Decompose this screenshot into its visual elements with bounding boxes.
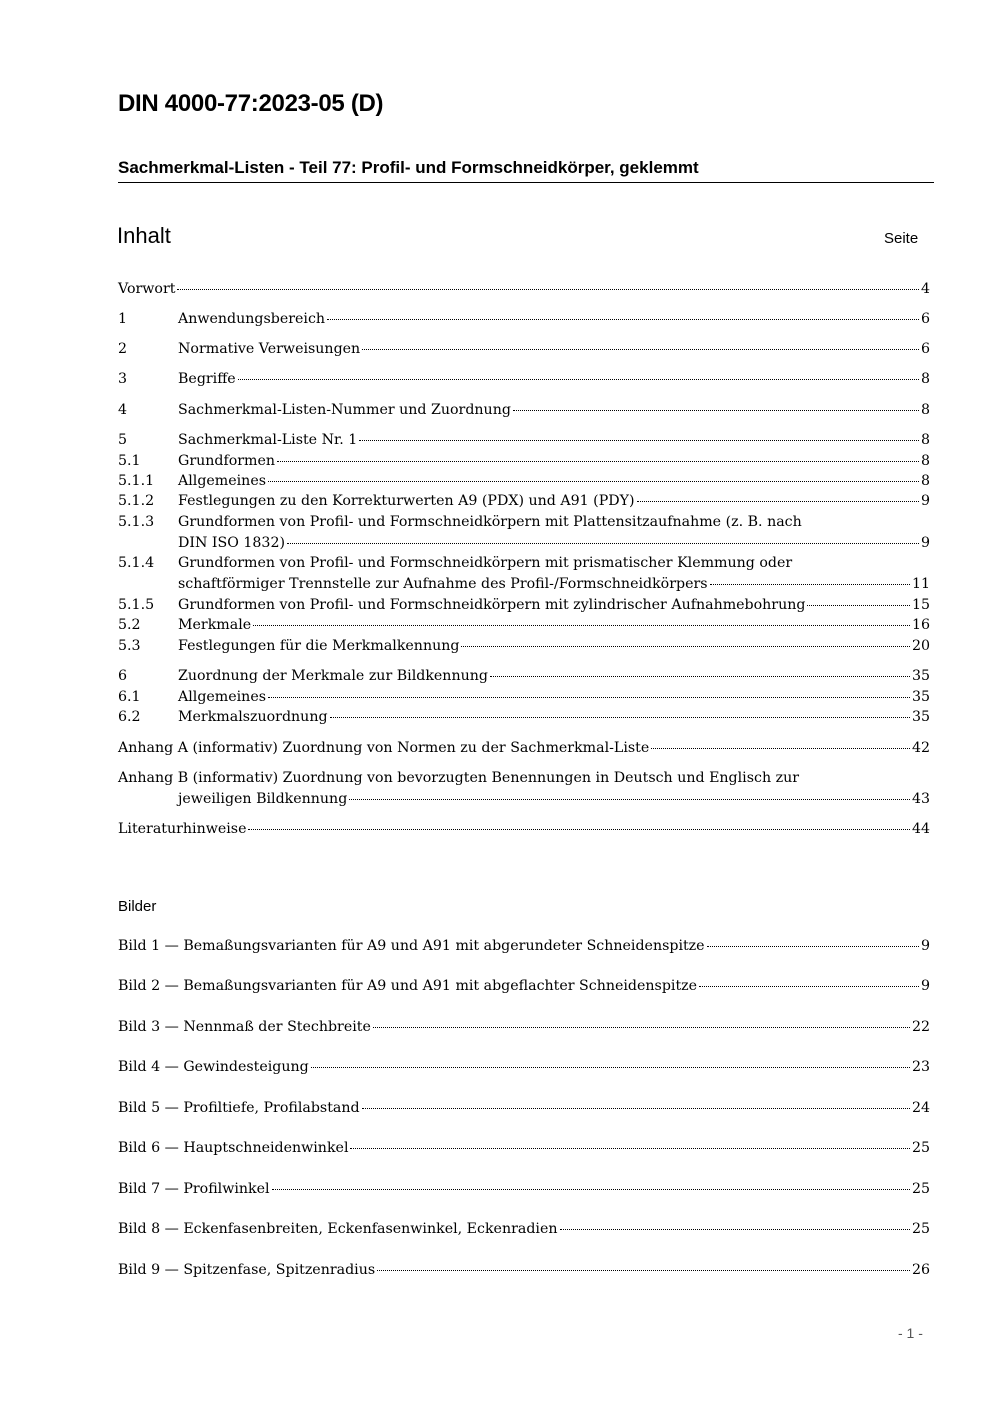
leader-dots xyxy=(268,481,919,482)
figure-entry[interactable] xyxy=(118,1221,930,1241)
toc-entry-number: 5.2 xyxy=(118,617,141,633)
toc-heading: Inhalt xyxy=(117,223,171,248)
leader-dots xyxy=(710,584,910,585)
figure-entry-text: Bild 1 — Bemaßungsvarianten für A9 und A91 mit abgerundeter Schneidenspitze xyxy=(118,938,705,954)
toc-entry-page: 35 xyxy=(911,689,930,705)
leader-dots xyxy=(359,440,919,441)
toc-entry[interactable] xyxy=(118,514,930,534)
leader-dots xyxy=(362,349,919,350)
toc-entry[interactable] xyxy=(118,281,930,301)
leader-dots xyxy=(707,946,919,947)
toc-entry-number: 5.1 xyxy=(118,453,141,469)
toc-entry-page: 8 xyxy=(920,402,930,418)
leader-dots xyxy=(272,1189,910,1190)
toc-entry-text: Merkmalszuordnung xyxy=(178,709,328,725)
figure-entry-text: Bild 3 — Nennmaß der Stechbreite xyxy=(118,1019,371,1035)
toc-entry-number: 5.1.4 xyxy=(118,555,155,571)
toc-entry-page: 11 xyxy=(911,576,930,592)
figure-entry-text: Bild 5 — Profiltiefe, Profilabstand xyxy=(118,1100,360,1116)
toc-entry-number: 4 xyxy=(118,402,128,418)
toc-entry-text: jeweiligen Bildkennung xyxy=(178,791,348,807)
leader-dots xyxy=(490,676,910,677)
figure-entry-page: 9 xyxy=(920,978,930,994)
figure-entry[interactable] xyxy=(118,978,930,998)
leader-dots xyxy=(651,748,910,749)
toc-entry-continuation[interactable] xyxy=(178,791,930,811)
leader-dots xyxy=(560,1229,910,1230)
figure-entry-text: Bild 6 — Hauptschneidenwinkel xyxy=(118,1140,349,1156)
leader-dots xyxy=(461,646,909,647)
toc-entry-page: 9 xyxy=(920,493,930,509)
toc-entry[interactable] xyxy=(118,709,930,729)
toc-entry[interactable] xyxy=(118,473,930,493)
toc-entry-text: DIN ISO 1832) xyxy=(178,535,286,551)
figure-entry[interactable] xyxy=(118,1181,930,1201)
toc-entry-page: 42 xyxy=(911,740,930,756)
leader-dots xyxy=(637,501,919,502)
toc-entry-text: Grundformen von Profil- und Formschneidkörpern mit Plattensitzaufnahme (z. B. nach xyxy=(178,514,802,530)
toc-entry[interactable] xyxy=(118,432,930,452)
toc-entry-page: 6 xyxy=(920,341,930,357)
toc-entry[interactable] xyxy=(118,341,930,361)
toc-entry-text: Merkmale xyxy=(178,617,252,633)
toc-entry[interactable] xyxy=(118,555,930,575)
leader-dots xyxy=(373,1027,910,1028)
figure-entry[interactable] xyxy=(118,1140,930,1160)
toc-entry-number: 5.1.5 xyxy=(118,597,155,613)
toc-entry-text: Festlegungen zu den Korrekturwerten A9 (PDX) und A91 (PDY) xyxy=(178,493,635,509)
toc-page-column-label: Seite xyxy=(884,230,919,247)
toc-entry-number: 6 xyxy=(118,668,128,684)
leader-dots xyxy=(699,986,919,987)
toc-entry-continuation[interactable] xyxy=(178,535,930,555)
figure-entry-text: Bild 7 — Profilwinkel xyxy=(118,1181,270,1197)
toc-entry[interactable] xyxy=(118,638,930,658)
toc-entry-continuation[interactable] xyxy=(178,576,930,596)
toc-entry-text: Normative Verweisungen xyxy=(178,341,361,357)
leader-dots xyxy=(287,543,919,544)
toc-entry-text: Zuordnung der Merkmale zur Bildkennung xyxy=(178,668,488,684)
toc-entry-page: 35 xyxy=(911,668,930,684)
toc-entry-page: 16 xyxy=(911,617,930,633)
figure-entry-text: Bild 2 — Bemaßungsvarianten für A9 und A91 mit abgeflachter Schneidenspitze xyxy=(118,978,698,994)
toc-entry-text: Sachmerkmal-Listen-Nummer und Zuordnung xyxy=(178,402,511,418)
document-title: DIN 4000-77:2023-05 (D) xyxy=(118,90,384,117)
leader-dots xyxy=(807,605,909,606)
figure-entry[interactable] xyxy=(118,1019,930,1039)
toc-entry[interactable] xyxy=(118,597,930,617)
toc-entry[interactable] xyxy=(118,689,930,709)
leader-dots xyxy=(248,829,909,830)
toc-entry-text: Sachmerkmal-Liste Nr. 1 xyxy=(178,432,358,448)
toc-entry-text: Grundformen von Profil- und Formschneidkörpern mit prismatischer Klemmung oder xyxy=(178,555,793,571)
leader-dots xyxy=(268,697,910,698)
toc-entry-number: 6.2 xyxy=(118,709,141,725)
leader-dots xyxy=(253,625,910,626)
leader-dots xyxy=(349,799,910,800)
leader-dots xyxy=(311,1067,910,1068)
toc-entry-page: 15 xyxy=(911,597,930,613)
figure-entry-page: 25 xyxy=(911,1221,930,1237)
figure-entry[interactable] xyxy=(118,938,930,958)
toc-entry-text: Grundformen xyxy=(178,453,276,469)
figure-entry[interactable] xyxy=(118,1059,930,1079)
toc-entry-page: 8 xyxy=(920,473,930,489)
toc-entry-text: Allgemeines xyxy=(178,473,266,489)
figure-entry-text: Bild 4 — Gewindesteigung xyxy=(118,1059,309,1075)
toc-entry-page: 8 xyxy=(920,453,930,469)
toc-entry-text: Vorwort xyxy=(118,281,176,297)
toc-entry-page: 8 xyxy=(920,371,930,387)
toc-entry-page: 43 xyxy=(911,791,930,807)
toc-entry-number: 1 xyxy=(118,311,128,327)
toc-entry[interactable] xyxy=(118,453,930,473)
toc-entry-page: 44 xyxy=(911,821,930,837)
toc-entry[interactable] xyxy=(118,668,930,688)
figures-heading: Bilder xyxy=(118,898,157,915)
leader-dots xyxy=(513,410,919,411)
figure-entry-page: 25 xyxy=(911,1140,930,1156)
toc-entry[interactable] xyxy=(118,311,930,331)
leader-dots xyxy=(327,319,919,320)
toc-entry-text: schaftförmiger Trennstelle zur Aufnahme des Profil-/Formschneidkörpers xyxy=(178,576,708,592)
toc-entry-page: 9 xyxy=(920,535,930,551)
toc-entry-text: Grundformen von Profil- und Formschneidkörpern mit zylindrischer Aufnahmebohrung xyxy=(178,597,806,613)
leader-dots xyxy=(350,1148,909,1149)
leader-dots xyxy=(277,461,919,462)
leader-dots xyxy=(377,1270,910,1271)
footer-page-number: - 1 - xyxy=(898,1325,923,1341)
toc-entry-page: 20 xyxy=(911,638,930,654)
toc-entry-number: 5.1.2 xyxy=(118,493,155,509)
figure-entry-page: 26 xyxy=(911,1262,930,1278)
toc-entry-text: Anhang B (informativ) Zuordnung von bevorzugten Benennungen in Deutsch und Englisch zur xyxy=(118,770,799,786)
toc-entry-number: 5.1.3 xyxy=(118,514,155,530)
toc-entry-page: 8 xyxy=(920,432,930,448)
toc-entry-text: Anhang A (informativ) Zuordnung von Normen zu der Sachmerkmal-Liste xyxy=(118,740,650,756)
document-subtitle: Sachmerkmal-Listen - Teil 77: Profil- und Formschneidkörper, geklemmt xyxy=(118,158,699,177)
leader-dots xyxy=(362,1108,910,1109)
toc-entry-number: 2 xyxy=(118,341,128,357)
figure-entry-page: 9 xyxy=(920,938,930,954)
toc-entry-text: Anwendungsbereich xyxy=(178,311,326,327)
toc-entry[interactable] xyxy=(118,617,930,637)
toc-entry-text: Festlegungen für die Merkmalkennung xyxy=(178,638,460,654)
figure-entry[interactable] xyxy=(118,1262,930,1282)
figure-entry-page: 22 xyxy=(911,1019,930,1035)
toc-entry-text: Begriffe xyxy=(178,371,236,387)
figure-entry[interactable] xyxy=(118,1100,930,1120)
toc-entry-number: 5.1.1 xyxy=(118,473,155,489)
figure-entry-page: 25 xyxy=(911,1181,930,1197)
toc-entry[interactable] xyxy=(118,493,930,513)
subtitle-divider xyxy=(118,182,934,183)
leader-dots xyxy=(177,289,919,290)
toc-entry-page: 35 xyxy=(911,709,930,725)
figure-entry-page: 24 xyxy=(911,1100,930,1116)
toc-entry-page: 4 xyxy=(920,281,930,297)
figure-entry-page: 23 xyxy=(911,1059,930,1075)
toc-entry[interactable] xyxy=(118,740,930,760)
toc-entry-text: Literaturhinweise xyxy=(118,821,247,837)
toc-entry[interactable] xyxy=(118,371,930,391)
toc-entry-number: 5 xyxy=(118,432,128,448)
leader-dots xyxy=(238,379,919,380)
toc-entry[interactable] xyxy=(118,821,930,841)
leader-dots xyxy=(330,717,910,718)
toc-entry[interactable] xyxy=(118,402,930,422)
toc-entry-text: Allgemeines xyxy=(178,689,266,705)
toc-entry-number: 5.3 xyxy=(118,638,141,654)
figure-entry-text: Bild 8 — Eckenfasenbreiten, Eckenfasenwinkel, Eckenradien xyxy=(118,1221,558,1237)
toc-entry-number: 6.1 xyxy=(118,689,141,705)
toc-entry-page: 6 xyxy=(920,311,930,327)
toc-entry[interactable] xyxy=(118,770,930,790)
toc-entry-number: 3 xyxy=(118,371,128,387)
figure-entry-text: Bild 9 — Spitzenfase, Spitzenradius xyxy=(118,1262,376,1278)
